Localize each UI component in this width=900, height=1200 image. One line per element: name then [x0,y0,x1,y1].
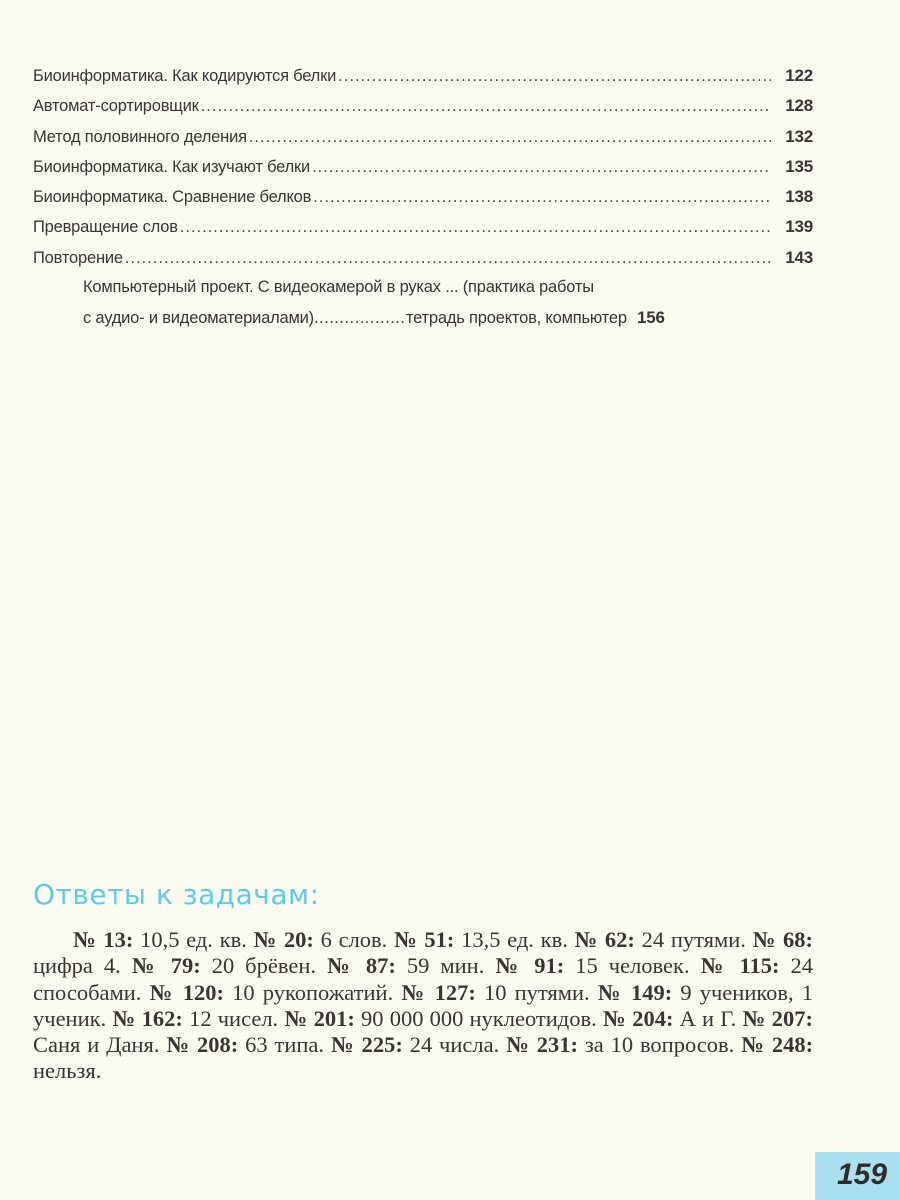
problem-number: № 62: [574,927,635,952]
toc-entry [33,96,813,126]
table-of-contents [33,66,813,338]
toc-title: Превращение слов [33,218,178,237]
dot-leader [249,128,771,147]
toc-page-number: 143 [785,247,813,267]
answer-item [331,1032,499,1057]
toc-page-number: 122 [785,66,813,85]
toc-title: Метод половинного деления [33,127,247,146]
toc-entry [33,157,813,187]
project-title-line2: с аудио- и видеоматериалами) [83,309,314,328]
answer-item [603,1006,736,1031]
answer-item [254,927,388,952]
page-number-box [815,1152,900,1200]
answer-value: 6 слов. [320,927,388,952]
answer-item [150,980,394,1005]
answer-item [112,1006,278,1031]
dot-leader [314,309,406,328]
problem-number: № 51: [394,927,455,952]
problem-number: № 115: [700,953,780,979]
answer-value: 10,5 ед. кв. [140,927,247,952]
toc-page-number: 139 [785,217,813,237]
answer-value: 63 типа. [245,1032,325,1058]
dot-leader [338,67,771,86]
answer-item [166,1032,324,1057]
toc-title: Биоинформатика. Как изучают белки [33,157,311,176]
dot-leader [313,188,771,207]
answer-value: 9 учеников, 1 ученик. [33,979,814,1031]
answer-value: Саня и Даня. [33,1032,160,1058]
problem-number: № 207: [742,1005,813,1031]
problem-number: № 208: [166,1032,239,1058]
answer-item [394,927,568,952]
problem-number: № 201: [284,1005,355,1031]
answer-value: 12 чисел. [189,1005,279,1031]
toc-page-number: 156 [637,308,665,328]
problem-number: № 248: [741,1032,814,1058]
answers-heading: Ответы к задачам: [33,878,320,911]
problem-number: № 120: [149,979,225,1005]
problem-number: № 20: [253,927,314,952]
answer-item [284,1006,596,1031]
answer-item [575,927,746,952]
page-number: 159 [837,1158,888,1191]
toc-title: Повторение [33,248,123,267]
answer-item [327,953,484,978]
toc-entry [33,127,813,157]
answer-value: 10 рукопожатий. [232,979,394,1005]
problem-number: № 79: [131,953,201,979]
answers-text [33,927,813,1085]
toc-page-number: 128 [785,96,813,116]
problem-number: № 127: [401,979,476,1005]
problem-number: № 91: [495,953,565,979]
toc-entry [33,248,813,278]
project-title-line1: Компьютерный проект. С видеокамерой в руках ... (практика работы [83,278,594,297]
answer-item [132,953,316,978]
problem-number: № 13: [73,927,134,952]
toc-title: Биоинформатика. Сравнение белков [33,188,312,207]
answer-value: за 10 вопросов. [584,1032,735,1058]
problem-number: № 162: [112,1005,183,1031]
answer-value: 13,5 ед. кв. [461,927,568,952]
toc-entry [33,217,813,247]
problem-number: № 87: [326,953,396,979]
toc-project-entry [33,278,813,338]
answer-value: 20 брёвен. [211,953,316,979]
dot-leader [201,97,771,116]
answer-value: А и Г. [679,1005,737,1031]
project-materials: тетрадь проектов, компьютер [405,309,627,328]
answer-item [495,953,689,978]
dot-leader [180,218,771,237]
problem-number: № 149: [597,979,673,1005]
dot-leader [125,249,771,268]
answer-value: 15 человек. [575,953,690,979]
answer-item [401,980,589,1005]
answer-value: 90 000 000 нуклеотидов. [361,1005,597,1031]
toc-page-number: 135 [785,156,813,176]
answer-value: 24 числа. [409,1032,500,1058]
problem-number: № 204: [602,1005,674,1031]
answer-value: 10 путями. [483,979,590,1005]
answer-value: 59 мин. [406,953,485,979]
toc-title: Биоинформатика. Как кодируются белки [33,67,337,85]
answer-value: 24 способами. [33,953,814,1005]
toc-page-number: 132 [785,126,813,146]
dot-leader [312,158,771,177]
toc-entry [33,66,813,96]
problem-number: № 225: [330,1032,403,1058]
problem-number: № 68: [752,927,814,952]
answer-value: цифра 4. [33,953,121,979]
problem-number: № 231: [506,1032,579,1058]
answer-item [73,927,247,952]
answer-item [506,1032,734,1057]
toc-page-number: 138 [785,187,813,207]
answer-value: 24 путями. [641,927,746,952]
answer-value: нельзя. [33,1058,102,1084]
toc-title: Автомат-сортировщик [33,97,199,116]
toc-entry [33,187,813,217]
